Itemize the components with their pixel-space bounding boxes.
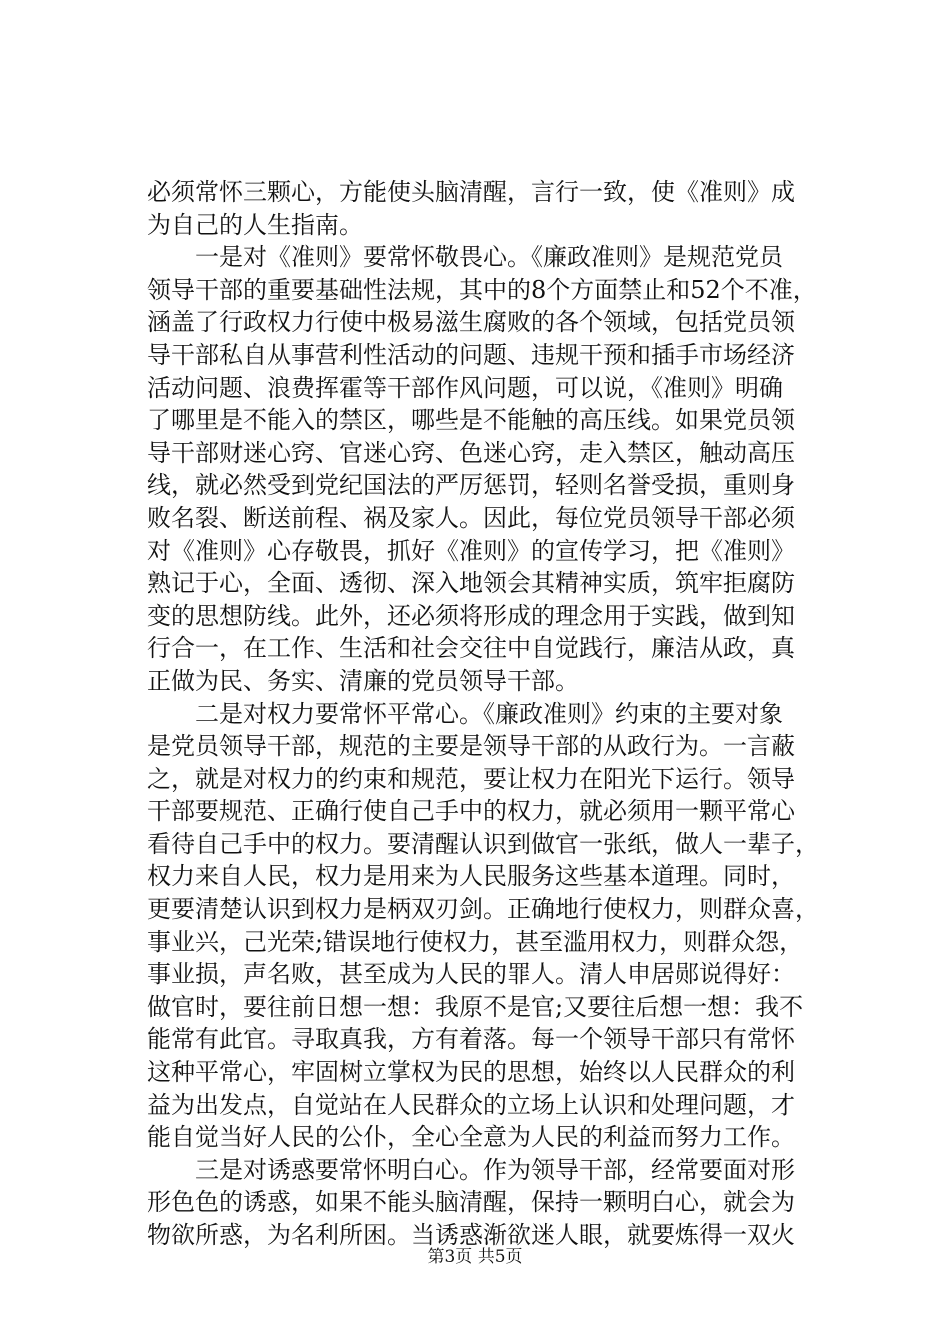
text-line: 益为出发点，自觉站在人民群众的立场上认识和处理问题，才 (147, 1090, 795, 1119)
text-line: 行合一，在工作、生活和社会交往中自觉践行，廉洁从政，真 (147, 634, 795, 663)
text-line: 败名裂、断送前程、祸及家人。因此，每位党员领导干部必须 (147, 503, 795, 532)
text-line: 正做为民、务实、清廉的党员领导干部。 (147, 666, 579, 695)
text-line: 能常有此官。寻取真我，方有着落。每一个领导干部只有常怀 (147, 1025, 795, 1054)
text-line: 权力来自人民，权力是用来为人民服务这些基本道理。同时， (147, 862, 795, 891)
text-line: 做官时，要往前日想一想：我原不是官;又要往后想一想：我不 (147, 992, 804, 1021)
text-line: 二是对权力要常怀平常心。《廉政准则》约束的主要对象 (147, 699, 783, 728)
text-line: 更要清楚认识到权力是柄双刃剑。正确地行使权力，则群众喜， (147, 895, 819, 924)
text-line: 形色色的诱惑，如果不能头脑清醒，保持一颗明白心，就会为 (147, 1188, 795, 1217)
body-text (147, 176, 837, 1252)
text-line: 是党员领导干部，规范的主要是领导干部的从政行为。一言蔽 (147, 732, 795, 761)
text-line: 三是对诱惑要常怀明白心。作为领导干部，经常要面对形 (147, 1155, 795, 1184)
text-line: 线，就必然受到党纪国法的严厉惩罚，轻则名誉受损，重则身 (147, 471, 795, 500)
text-line: 之，就是对权力的约束和规范，要让权力在阳光下运行。领导 (147, 764, 795, 793)
text-line: 对《准则》心存敬畏，抓好《准则》的宣传学习，把《准则》 (147, 536, 795, 565)
text-line: 导干部私自从事营利性活动的问题、违规干预和插手市场经济 (147, 340, 795, 369)
text-line: 必须常怀三颗心，方能使头脑清醒，言行一致，使《准则》成 (147, 178, 795, 206)
text-line: 涵盖了行政权力行使中极易滋生腐败的各个领域，包括党员领 (147, 308, 795, 337)
text-line: 看待自己手中的权力。要清醒认识到做官一张纸，做人一辈子， (147, 829, 819, 858)
text-line: 了哪里是不能入的禁区，哪些是不能触的高压线。如果党员领 (147, 406, 795, 435)
text-line: 能自觉当好人民的公仆，全心全意为人民的利益而努力工作。 (147, 1123, 795, 1152)
text-line: 一是对《准则》要常怀敬畏心。《廉政准则》是规范党员 (147, 243, 783, 272)
text-line: 事业兴，己光荣;错误地行使权力，甚至滥用权力，则群众怨， (147, 927, 804, 956)
text-line: 变的思想防线。此外，还必须将形成的理念用于实践，做到知 (147, 601, 795, 630)
text-line: 物欲所惑，为名利所困。当诱惑渐欲迷人眼，就要炼得一双火 (147, 1221, 795, 1249)
text-line: 为自己的人生指南。 (147, 210, 363, 239)
text-line: 干部要规范、正确行使自己手中的权力，就必须用一颗平常心 (147, 797, 795, 826)
text-line: 活动问题、浪费挥霍等干部作风问题，可以说，《准则》明确 (147, 373, 783, 402)
text-line: 导干部财迷心窍、官迷心窍、色迷心窍，走入禁区，触动高压 (147, 438, 795, 467)
text-line: 事业损，声名败，甚至成为人民的罪人。清人申居郧说得好： (147, 960, 795, 989)
text-line: 领导干部的重要基础性法规，其中的8个方面禁止和52个不准， (147, 275, 817, 304)
text-line: 熟记于心，全面、透彻、深入地领会其精神实质，筑牢拒腐防 (147, 569, 795, 598)
text-line: 这种平常心，牢固树立掌权为民的思想，始终以人民群众的利 (147, 1058, 795, 1087)
page-number: 第3页 共5页 (427, 1247, 523, 1267)
